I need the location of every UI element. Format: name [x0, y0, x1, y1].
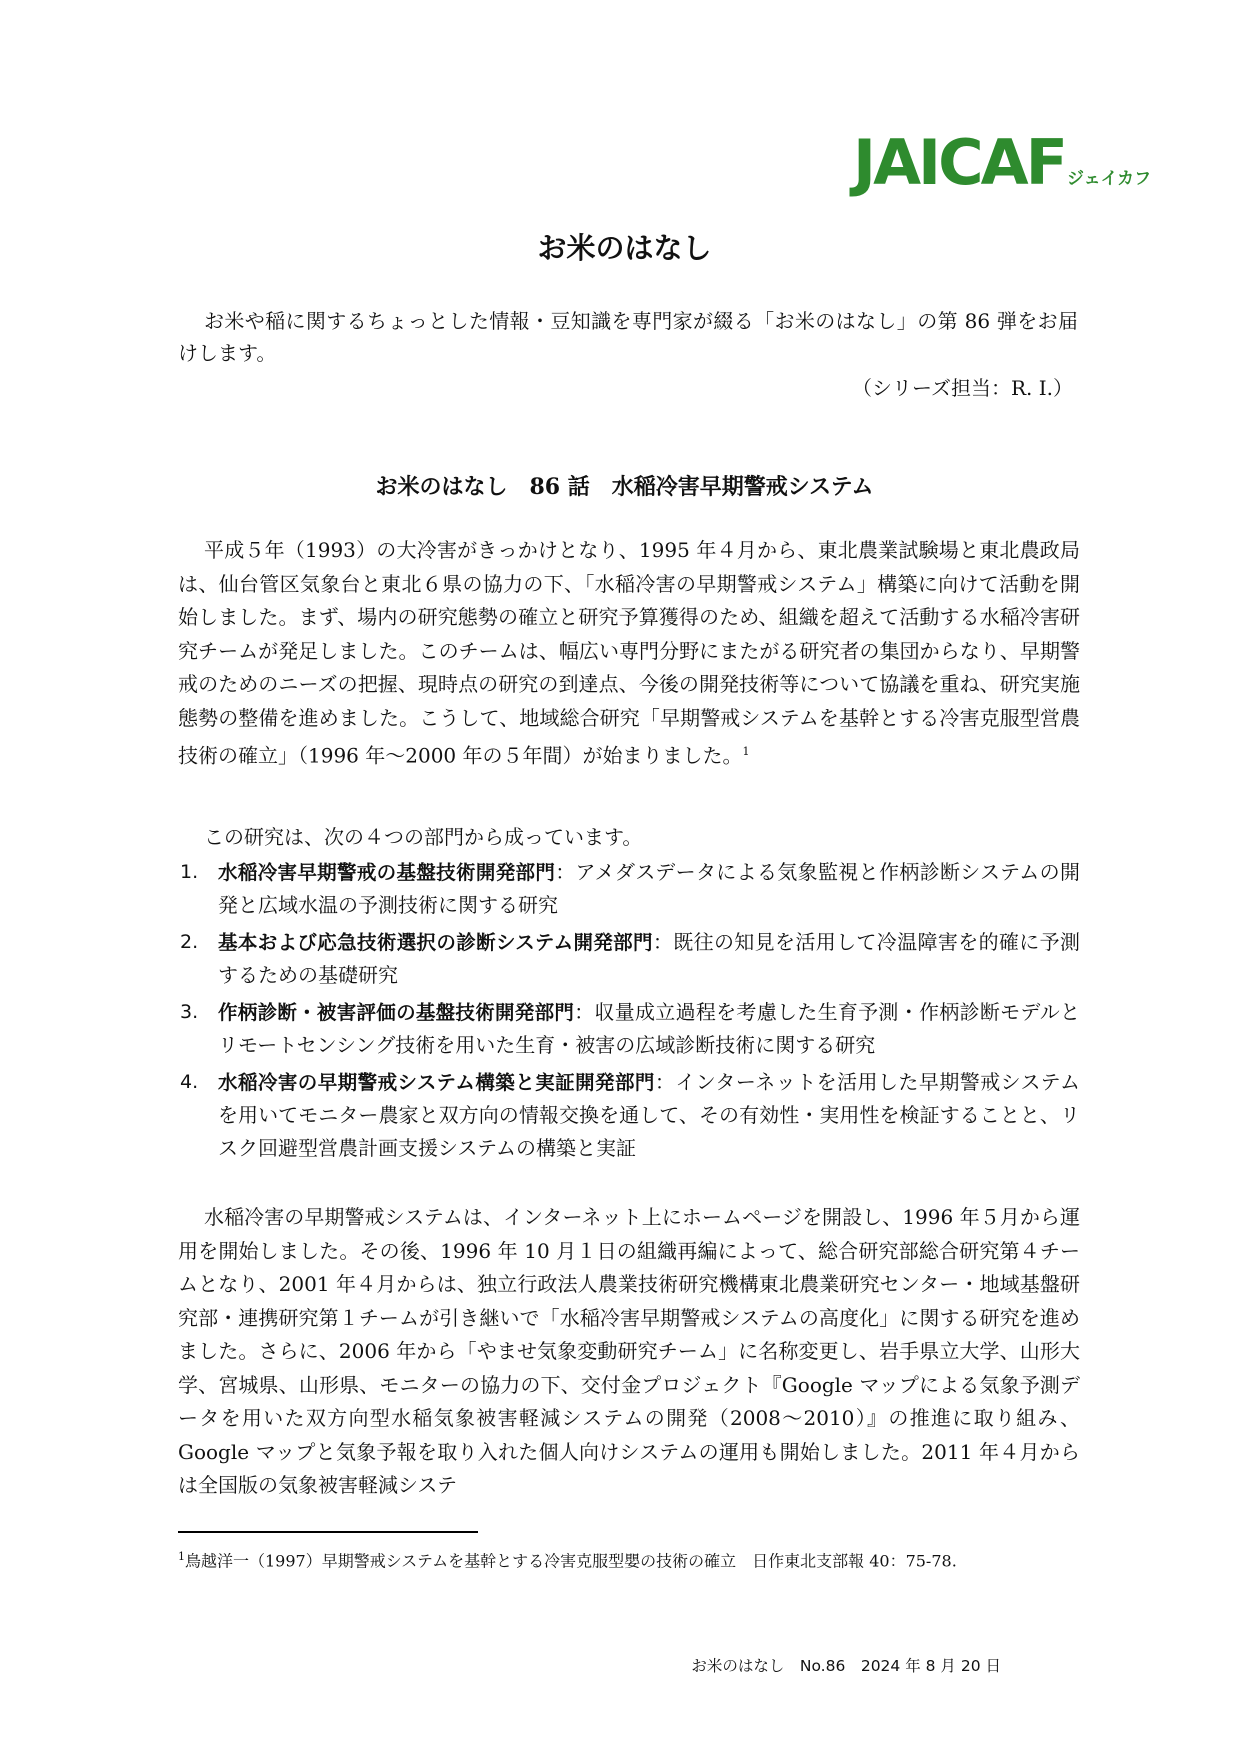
footnote-ref: 1: [742, 745, 750, 758]
department-name: 水稲冷害早期警戒の基盤技術開発部門: [218, 861, 556, 884]
paragraph-system-operation: 水稲冷害の早期警戒システムは、インターネット上にホームページを開設し、1996 年５月から運用を開始しました。その後、1996 年 10 月１日の組織再編によって、総合研究部総合研究第４チームとなり、2001 年４月からは、独立行政法人農業技術研究機構東北農業研究センター・地域基盤研究部・連携研究第１チームが引き継いで「水稲冷害早期警戒システムの高度化」に関する研究を進めました。さらに、2006 年から「やませ気象変動研究チーム」に名称変更し、岩手県立大学、山形大学、宮城県、山形県、モニターの協力の下、交付金プロジェクト『Google マップによる気象予測データを用いた双方向型水稲気象被害軽減システムの開発（2008～2010）』の推進に取り組み、Google マップと気象予報を取り入れた個人向けシステムの運用も開始しました。2011 年４月からは全国版の気象被害軽減システ: [178, 1205, 1080, 1497]
department-number: 1.: [180, 861, 199, 883]
department-item-3: [180, 996, 1080, 1062]
departments-list: [180, 856, 1080, 1169]
department-number: 2.: [180, 931, 199, 953]
department-description: ：アメダスデータによる気象監視と作柄診断システムの開発と広域水温の予測技術に関する研究: [218, 860, 1080, 917]
footnote-text: 鳥越洋一（1997）早期警戒システムを基幹とする冷害克服型嬰の技術の確立 日作東北支部報 40：75-78.: [185, 1551, 957, 1571]
department-name: 水稲冷害の早期警戒システム構築と実証開発部門: [218, 1071, 655, 1094]
department-number: 3.: [180, 1001, 199, 1023]
paragraph-history: [178, 534, 1080, 773]
page-footer: お米のはなし No.86 2024 年 8 月 20 日: [691, 1657, 1001, 1675]
department-number: 4.: [180, 1071, 199, 1093]
page-title: お米のはなし: [537, 231, 712, 265]
department-description: ：インターネットを活用した早期警戒システムを用いてモニター農家と双方向の情報交換を通して、その有効性・実用性を検証することと、リスク回避型営農計画支援システムの構築と実証: [218, 1070, 1080, 1160]
department-description: ：既往の知見を活用して冷温障害を的確に予測するための基礎研究: [218, 930, 1080, 987]
series-credit: （シリーズ担当：R. I.）: [851, 376, 1073, 400]
jaicaf-logo: [853, 128, 1151, 198]
department-name: 作柄診断・被害評価の基盤技術開発部門: [218, 1001, 575, 1024]
footnote-divider: [178, 1531, 478, 1533]
department-name: 基本および応急技術選択の診断システム開発部門: [218, 931, 653, 954]
department-item-1: [180, 856, 1080, 922]
footnote: [178, 1542, 1058, 1576]
article-title: お米のはなし 86 話 水稲冷害早期警戒システム: [375, 474, 874, 500]
footnote-number: 1: [178, 1550, 185, 1563]
logo-kana: ジェイカフ: [1066, 169, 1152, 189]
logo-wordmark: JAICAF: [853, 126, 1065, 199]
intro-text: お米や稲に関するちょっとした情報・豆知識を専門家が綴る「お米のはなし」の第 86 弾をお届けします。: [178, 309, 1078, 365]
paragraph-history-text: 平成５年（1993）の大冷害がきっかけとなり、1995 年４月から、東北農業試験場と東北農政局は、仙台管区気象台と東北６県の協力の下、「水稲冷害の早期警戒システム」構築に向けて活動を開始しました。まず、場内の研究態勢の確立と研究予算獲得のため、組織を超えて活動する水稲冷害研究チームが発足しました。このチームは、幅広い専門分野にまたがる研究者の集団からなり、早期警戒のためのニーズの把握、現時点の研究の到達点、今後の開発技術等について協議を重ね、研究実施態勢の整備を進めました。こうして、地域総合研究「早期警戒システムを基幹とする冷害克服型営農技術の確立」（1996 年～2000 年の５年間）が始まりました。: [178, 538, 1080, 768]
department-item-2: [180, 926, 1080, 992]
department-description: ：収量成立過程を考慮した生育予測・作柄診断モデルとリモートセンシング技術を用いた生育・被害の広域診断技術に関する研究: [218, 1000, 1080, 1057]
department-item-4: [180, 1066, 1080, 1165]
departments-intro: この研究は、次の４つの部門から成っています。: [204, 825, 643, 849]
